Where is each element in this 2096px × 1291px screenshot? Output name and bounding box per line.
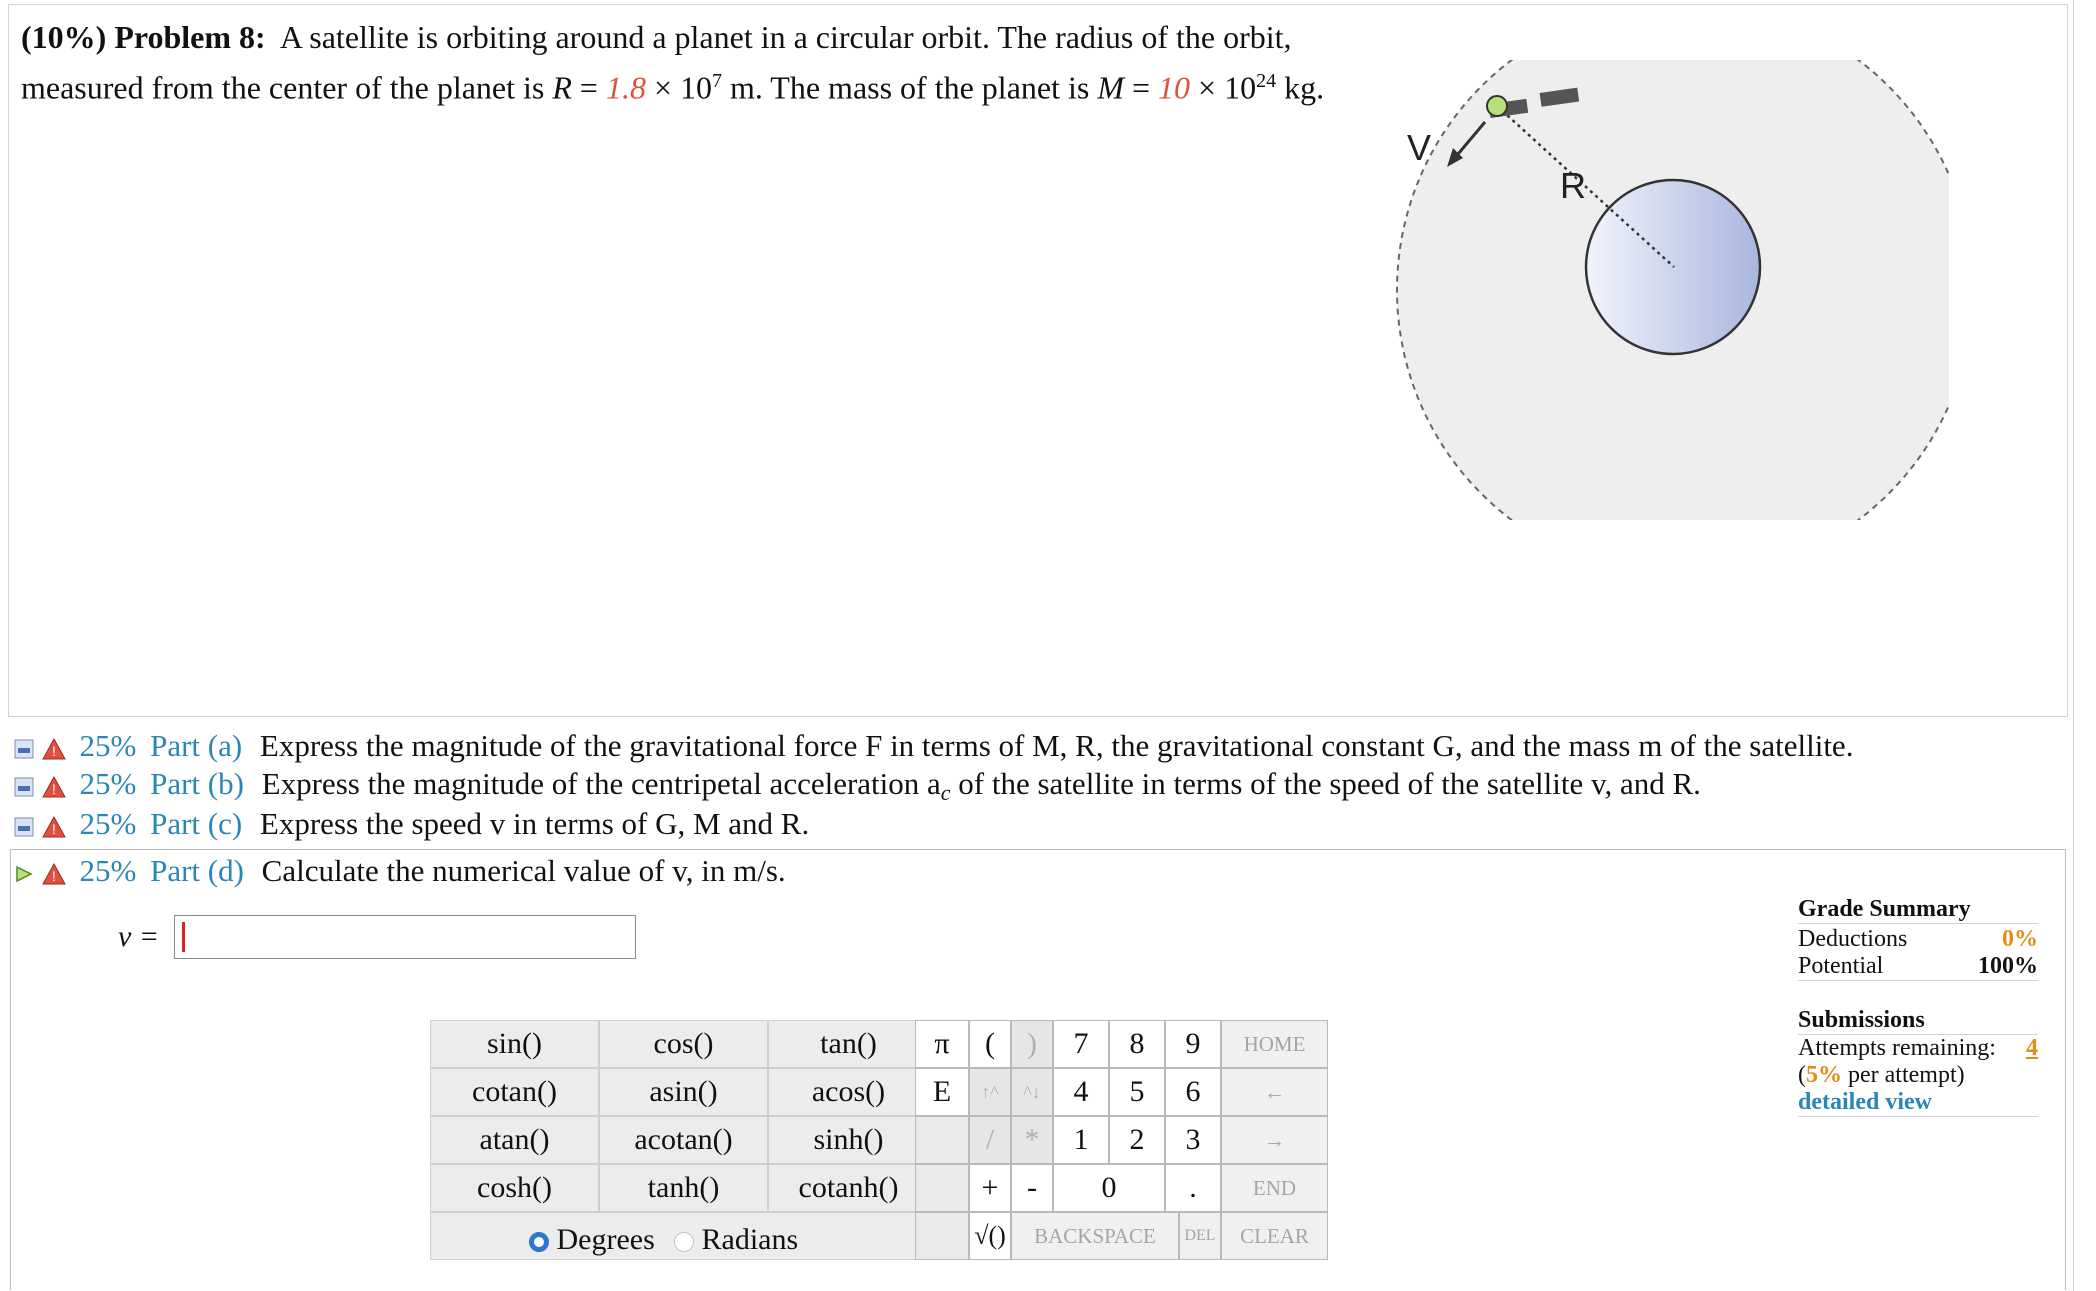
backspace-button[interactable]: BACKSPACE [1011,1212,1179,1260]
tan-button[interactable]: tan() [768,1020,929,1068]
end-button[interactable]: END [1221,1164,1328,1212]
part-d-weight: 25% [79,853,137,888]
cosh-button[interactable]: cosh() [430,1164,599,1212]
sin-button[interactable]: sin() [430,1020,599,1068]
velocity-label: V [1407,127,1432,168]
radius-label: R [1560,165,1586,206]
part-b-description: Express the magnitude of the centripetal acceleration $a_c$ of the satellite in terms of the speed of the satellite v, and R. [261,766,1701,805]
penalty-value: 5% [1806,1062,1842,1088]
part-a-title[interactable]: Part (a) [150,728,243,763]
radio-unselected-icon [674,1232,694,1252]
radius-symbol: R [552,69,572,106]
radians-radio[interactable]: Radians [674,1223,798,1257]
deductions-row: Deductions 0% [1798,926,2038,952]
cos-button[interactable]: cos() [599,1020,768,1068]
part-b-weight: 25% [79,766,137,801]
problem-text: A satellite is orbiting around a planet in a circular orbit. The radius of the orbit, measured from the center of the planet is [21,19,1292,106]
orbit-diagram [1389,60,1949,520]
digit-2-button[interactable]: 2 [1109,1116,1165,1164]
digit-4-button[interactable]: 4 [1053,1068,1109,1116]
atan-button[interactable]: atan() [430,1116,599,1164]
minus-button[interactable]: - [1011,1164,1053,1212]
answer-label: v = [118,920,160,953]
collapse-panel-icon[interactable] [14,739,34,759]
cotan-button[interactable]: cotan() [430,1068,599,1116]
radius-value: 1.8 [605,69,646,106]
close-paren-button[interactable]: ) [1011,1020,1053,1068]
empty-key [915,1212,969,1260]
plus-button[interactable]: + [969,1164,1011,1212]
digit-9-button[interactable]: 9 [1165,1020,1221,1068]
empty-key [915,1164,969,1212]
submissions-title: Submissions [1798,1007,2038,1035]
warning-icon [42,816,66,838]
calculator-keypad [430,1020,1360,1260]
part-a-row[interactable] [14,726,1853,766]
grade-summary-title: Grade Summary [1798,896,2038,924]
svg-text:!: ! [51,820,56,837]
potential-value: 100% [1978,953,2038,979]
sqrt-button[interactable]: √() [969,1212,1011,1260]
backspace-arrow-button[interactable]: ← [1221,1068,1328,1116]
expand-arrow-icon[interactable] [14,864,34,884]
svg-text:!: ! [51,780,56,797]
problem-statement: (10%) Problem 8: A satellite is orbiting around a planet in a circular orbit. The radius of the orbit, measured from the center of the planet is $R = 1.8 \times 10^7$ m. The mass of the planet is $M = 10 \times 10^{24}$ kg. [21,19,1325,106]
attempts-row: Attempts remaining: 4 [1798,1035,2038,1061]
potential-row: Potential 100% [1798,953,2038,979]
grade-summary [1798,896,2038,1117]
collapse-panel-icon[interactable] [14,817,34,837]
penalty-row: (5% per attempt) [1798,1062,1965,1088]
digit-5-button[interactable]: 5 [1109,1068,1165,1116]
tanh-button[interactable]: tanh() [599,1164,768,1212]
deductions-value: 0% [2002,926,2038,952]
warning-icon [42,738,66,760]
problem-weight: (10%) [21,19,107,55]
degrees-radio[interactable]: Degrees [529,1223,655,1257]
down-caret-button[interactable]: ^↓ [1011,1068,1053,1116]
answer-input[interactable] [174,915,636,959]
acos-button[interactable]: acos() [768,1068,929,1116]
radio-selected-icon [529,1232,549,1252]
mass-symbol: M [1097,69,1124,106]
digit-6-button[interactable]: 6 [1165,1068,1221,1116]
pi-button[interactable]: π [915,1020,969,1068]
multiply-button[interactable]: * [1011,1116,1053,1164]
problem-number: Problem 8: [114,19,266,55]
svg-text:!: ! [51,867,56,884]
page-edge-line [2073,0,2074,1291]
warning-icon [42,776,66,798]
clear-button[interactable]: CLEAR [1221,1212,1328,1260]
cotanh-button[interactable]: cotanh() [768,1164,929,1212]
open-paren-button[interactable]: ( [969,1020,1011,1068]
collapse-panel-icon[interactable] [14,777,34,797]
part-a-weight: 25% [79,728,137,763]
digit-0-button[interactable]: 0 [1053,1164,1165,1212]
part-c-weight: 25% [79,806,137,841]
digit-1-button[interactable]: 1 [1053,1116,1109,1164]
part-d-description: Calculate the numerical value of v, in m/s. [261,853,786,888]
parts-divider [8,716,2066,717]
svg-text:!: ! [51,742,56,759]
e-button[interactable]: E [915,1068,969,1116]
up-caret-button[interactable]: ↑^ [969,1068,1011,1116]
decimal-point-button[interactable]: . [1165,1164,1221,1212]
part-c-description: Express the speed v in terms of G, M and R. [259,806,810,841]
forward-arrow-button[interactable]: → [1221,1116,1328,1164]
part-c-title[interactable]: Part (c) [150,806,243,841]
part-c-row[interactable] [14,804,809,844]
attempts-value: 4 [2026,1035,2038,1061]
sinh-button[interactable]: sinh() [768,1116,929,1164]
part-b-row[interactable] [14,764,1701,804]
text-caret [182,922,185,952]
part-b-title[interactable]: Part (b) [150,766,244,801]
problem-panel [8,4,2068,717]
acotan-button[interactable]: acotan() [599,1116,768,1164]
empty-key [915,1116,969,1164]
digit-3-button[interactable]: 3 [1165,1116,1221,1164]
part-a-description: Express the magnitude of the gravitational force F in terms of M, R, the gravitational constant G, and the mass m of the satellite. [259,728,1854,763]
detailed-view-link[interactable]: detailed view [1798,1089,2038,1117]
mass-value: 10 [1158,69,1191,106]
digit-7-button[interactable]: 7 [1053,1020,1109,1068]
divide-button[interactable]: / [969,1116,1011,1164]
home-button[interactable]: HOME [1221,1020,1328,1068]
part-d-row[interactable] [14,851,786,891]
angle-mode-row [430,1212,929,1260]
asin-button[interactable]: asin() [599,1068,768,1116]
digit-8-button[interactable]: 8 [1109,1020,1165,1068]
warning-icon [42,863,66,885]
del-button[interactable]: DEL [1179,1212,1221,1260]
part-d-title[interactable]: Part (d) [150,853,244,888]
